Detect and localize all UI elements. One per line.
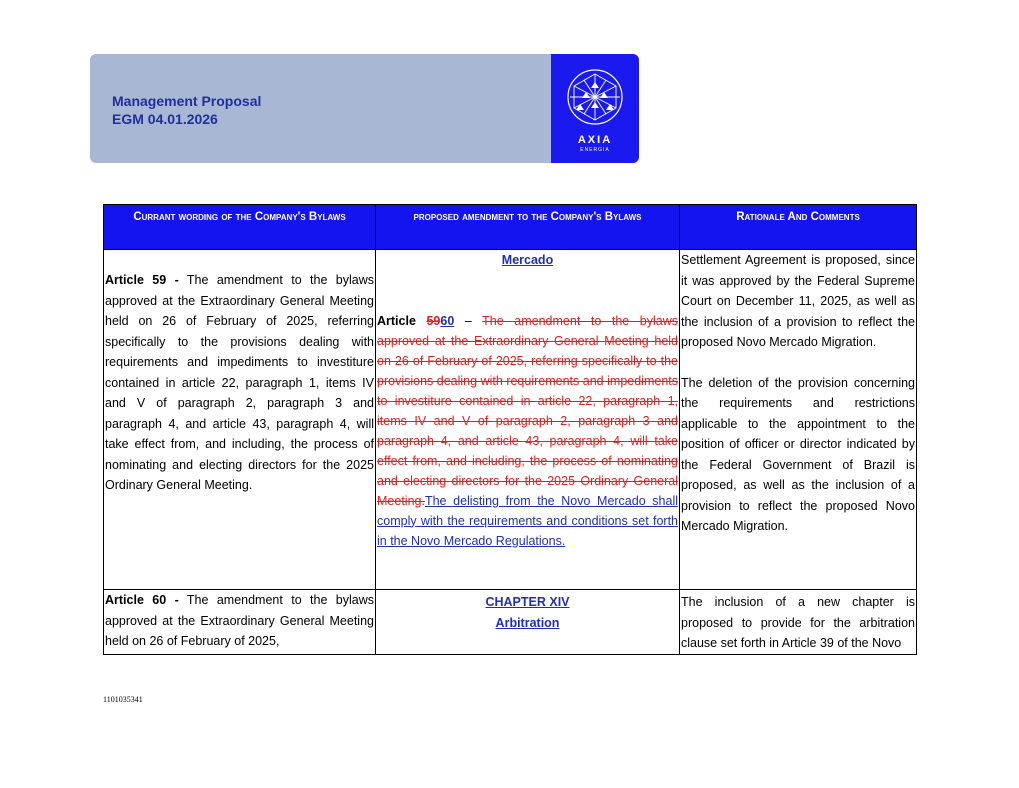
logo-subtitle: ENERGIA	[580, 147, 610, 153]
inserted-text: The delisting from the Novo Mercado shall comply with the requirements and conditions set forth in the Novo Mercado Regulations.	[377, 493, 678, 548]
article-label: Article 60 -	[105, 593, 179, 607]
deleted-text: The amendment to the bylaws approved at the Extraordinary General Meeting held on 26 of February of 2025, referring specifically to the provisions dealing with requirements and impediments to investiture contained in article 22, paragraph 1, items IV and V of paragraph 2, paragraph 3 and paragraph 4, and article 43, paragraph 4, will take effect from, and including, the process of nominating and electing directors for the 2025 Ordinary General Meeting.	[377, 313, 679, 508]
document-title: Management Proposal	[112, 93, 262, 109]
meeting-date: EGM 04.01.2026	[112, 111, 218, 127]
table-row	[104, 250, 917, 590]
document-id: 1101035341	[103, 695, 143, 704]
globe-icon	[566, 68, 624, 128]
company-logo	[551, 54, 639, 163]
rationale-chapter-xiv	[680, 590, 917, 655]
article-prefix: Article	[377, 313, 427, 328]
table-row	[104, 590, 917, 655]
header-rationale: Rationale And Comments	[680, 205, 917, 250]
logo-name: AXIA	[577, 134, 613, 146]
chapter-number: CHAPTER XIV	[485, 595, 570, 609]
current-article-59	[104, 250, 376, 590]
proposed-article-60	[376, 250, 680, 590]
rationale-paragraph-1: Settlement Agreement is proposed, since it was approved by the Federal Supreme Court on December 11, 2025, as well as the inclusion of a provision to reflect the proposed Novo Mercado Migration.	[681, 253, 915, 349]
deleted-article-number: 59	[426, 313, 441, 328]
chapter-title: Arbitration	[495, 615, 560, 630]
header-current-wording: Currant wording of the Company's Bylaws	[104, 205, 376, 250]
bylaws-comparison-table	[103, 204, 917, 655]
inserted-article-number: 60	[440, 313, 455, 328]
header-banner	[90, 54, 552, 163]
header-proposed-amendment: proposed amendment to the Company's Bylaws	[376, 205, 680, 250]
table-header-row	[104, 205, 917, 250]
section-heading: Mercado	[501, 253, 554, 267]
rationale-paragraph-2: The deletion of the provision concerning the requirements and restrictions applicable to the appointment to the position of officer or director indicated by the Federal Government of Brazil is proposed, as well as the inclusion of a provision to reflect the proposed Novo Mercado Migration.	[681, 375, 915, 533]
rationale-article-60	[680, 250, 917, 590]
article-label: Article 59 -	[105, 273, 179, 287]
rationale-text: The inclusion of a new chapter is proposed to provide for the arbitration clause set forth in Article 39 of the Novo	[681, 595, 915, 650]
current-article-60	[104, 590, 376, 655]
article-text: The amendment to the bylaws approved at the Extraordinary General Meeting held on 26 of February of 2025,	[105, 593, 375, 648]
article-text: The amendment to the bylaws approved at the Extraordinary General Meeting held on 26 of February of 2025, referring specifically to the provisions dealing with requirements and impediments to investiture contained in article 22, paragraph 1, items IV and V of paragraph 2, paragraph 3 and paragraph 4, and article 43, paragraph 4, will take effect from, and including, the process of nominating and electing directors for the 2025 Ordinary General Meeting.	[105, 273, 375, 492]
dash: –	[454, 313, 483, 328]
proposed-chapter-xiv	[376, 590, 680, 655]
